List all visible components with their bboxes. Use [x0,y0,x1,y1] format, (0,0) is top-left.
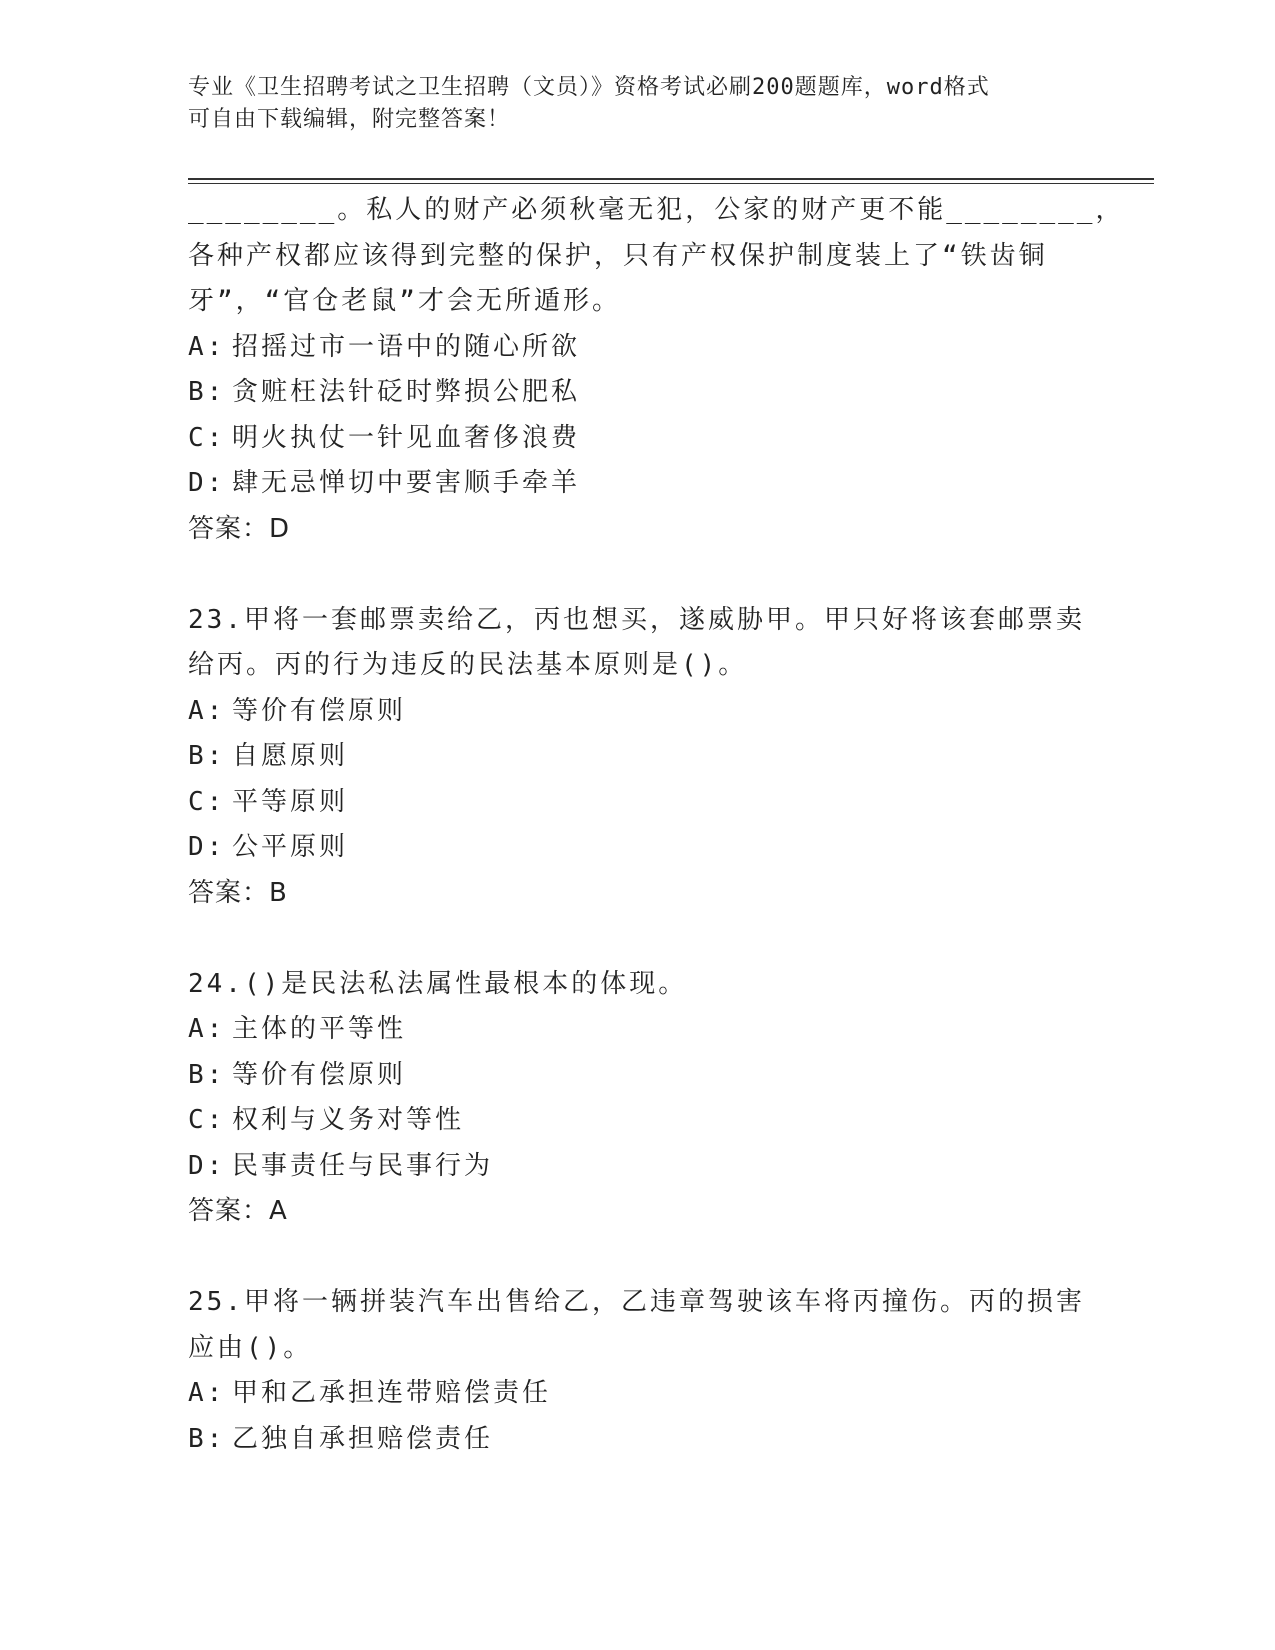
option-key: B : [188,370,232,416]
option-text: 权利与义务对等性 [232,1105,465,1135]
option-b [188,1053,1088,1099]
question-stem: 25.甲将一辆拼装汽车出售给乙，乙违章驾驶该车将丙撞伤。丙的损害 [188,1287,1085,1317]
option-key: A : [188,1007,232,1053]
question-stem: 牙”，“官仓老鼠”才会无所遁形。 [188,286,621,316]
option-key: C : [188,780,232,826]
option-c [188,416,1088,462]
answer-line: 答案：D [188,513,291,544]
question-stem: 给丙。丙的行为违反的民法基本原则是()。 [188,650,748,680]
option-key: A : [188,325,232,371]
answer-line: 答案：A [188,1196,288,1226]
header-divider-thick [188,178,1154,180]
question-list [188,188,1125,1462]
option-key: B : [188,1053,232,1099]
option-key: C : [188,416,232,462]
option-text: 等价有偿原则 [232,1059,407,1090]
option-key: A : [188,1371,232,1417]
option-text: 公平原则 [232,832,349,862]
header-divider-thin [188,183,1154,184]
question-24 [188,962,1088,1235]
option-b [188,370,1088,416]
option-d [188,461,1088,507]
option-text: 明火执仗一针见血奢侈浪费 [232,422,581,453]
option-text: 肆无忌惮切中要害顺手牵羊 [232,468,581,498]
header-title-line-2: 可自由下载编辑，附完整答案！ [188,107,511,132]
header-title-line-1: 专业《卫生招聘考试之卫生招聘（文员）》资格考试必刷200题题库，word格式 [188,75,990,100]
option-c [188,780,1088,826]
option-key: B : [188,1417,232,1463]
option-key: D : [188,825,232,871]
option-a [188,1007,1088,1053]
option-d [188,1144,1088,1190]
question-stem: ________。私人的财产必须秋毫无犯，公家的财产更不能________， [188,195,1125,225]
document-header [188,72,1088,136]
question-stem: 应由()。 [188,1332,313,1363]
option-text: 乙独自承担赔偿责任 [232,1423,494,1454]
option-b [188,1417,1088,1463]
option-text: 民事责任与民事行为 [232,1150,494,1181]
option-a [188,689,1088,735]
option-b [188,734,1088,780]
option-text: 招摇过市一语中的随心所欲 [232,331,581,362]
question-stem: 24.()是民法私法属性最根本的体现。 [188,968,688,999]
question-25 [188,1280,1088,1462]
option-key: D : [188,461,232,507]
option-text: 平等原则 [232,786,349,817]
answer-line: 答案：B [188,877,288,908]
option-c [188,1098,1088,1144]
option-a [188,325,1088,371]
question-spacer [188,1235,1088,1281]
option-key: C : [188,1098,232,1144]
option-text: 自愿原则 [232,741,349,771]
option-text: 甲和乙承担连带赔偿责任 [232,1378,552,1408]
option-key: A : [188,689,232,735]
question-23 [188,598,1088,917]
option-text: 贪赃枉法针砭时弊损公肥私 [232,377,581,407]
question-spacer [188,916,1088,962]
option-text: 等价有偿原则 [232,695,407,726]
question-22 [188,188,1125,552]
question-stem: 23.甲将一套邮票卖给乙，丙也想买，遂威胁甲。甲只好将该套邮票卖 [188,604,1085,635]
option-key: D : [188,1144,232,1190]
option-text: 主体的平等性 [232,1014,407,1044]
option-d [188,825,1088,871]
question-stem: 各种产权都应该得到完整的保护，只有产权保护制度装上了“铁齿铜 [188,240,1048,271]
option-a [188,1371,1088,1417]
option-key: B : [188,734,232,780]
question-spacer [188,552,1088,598]
